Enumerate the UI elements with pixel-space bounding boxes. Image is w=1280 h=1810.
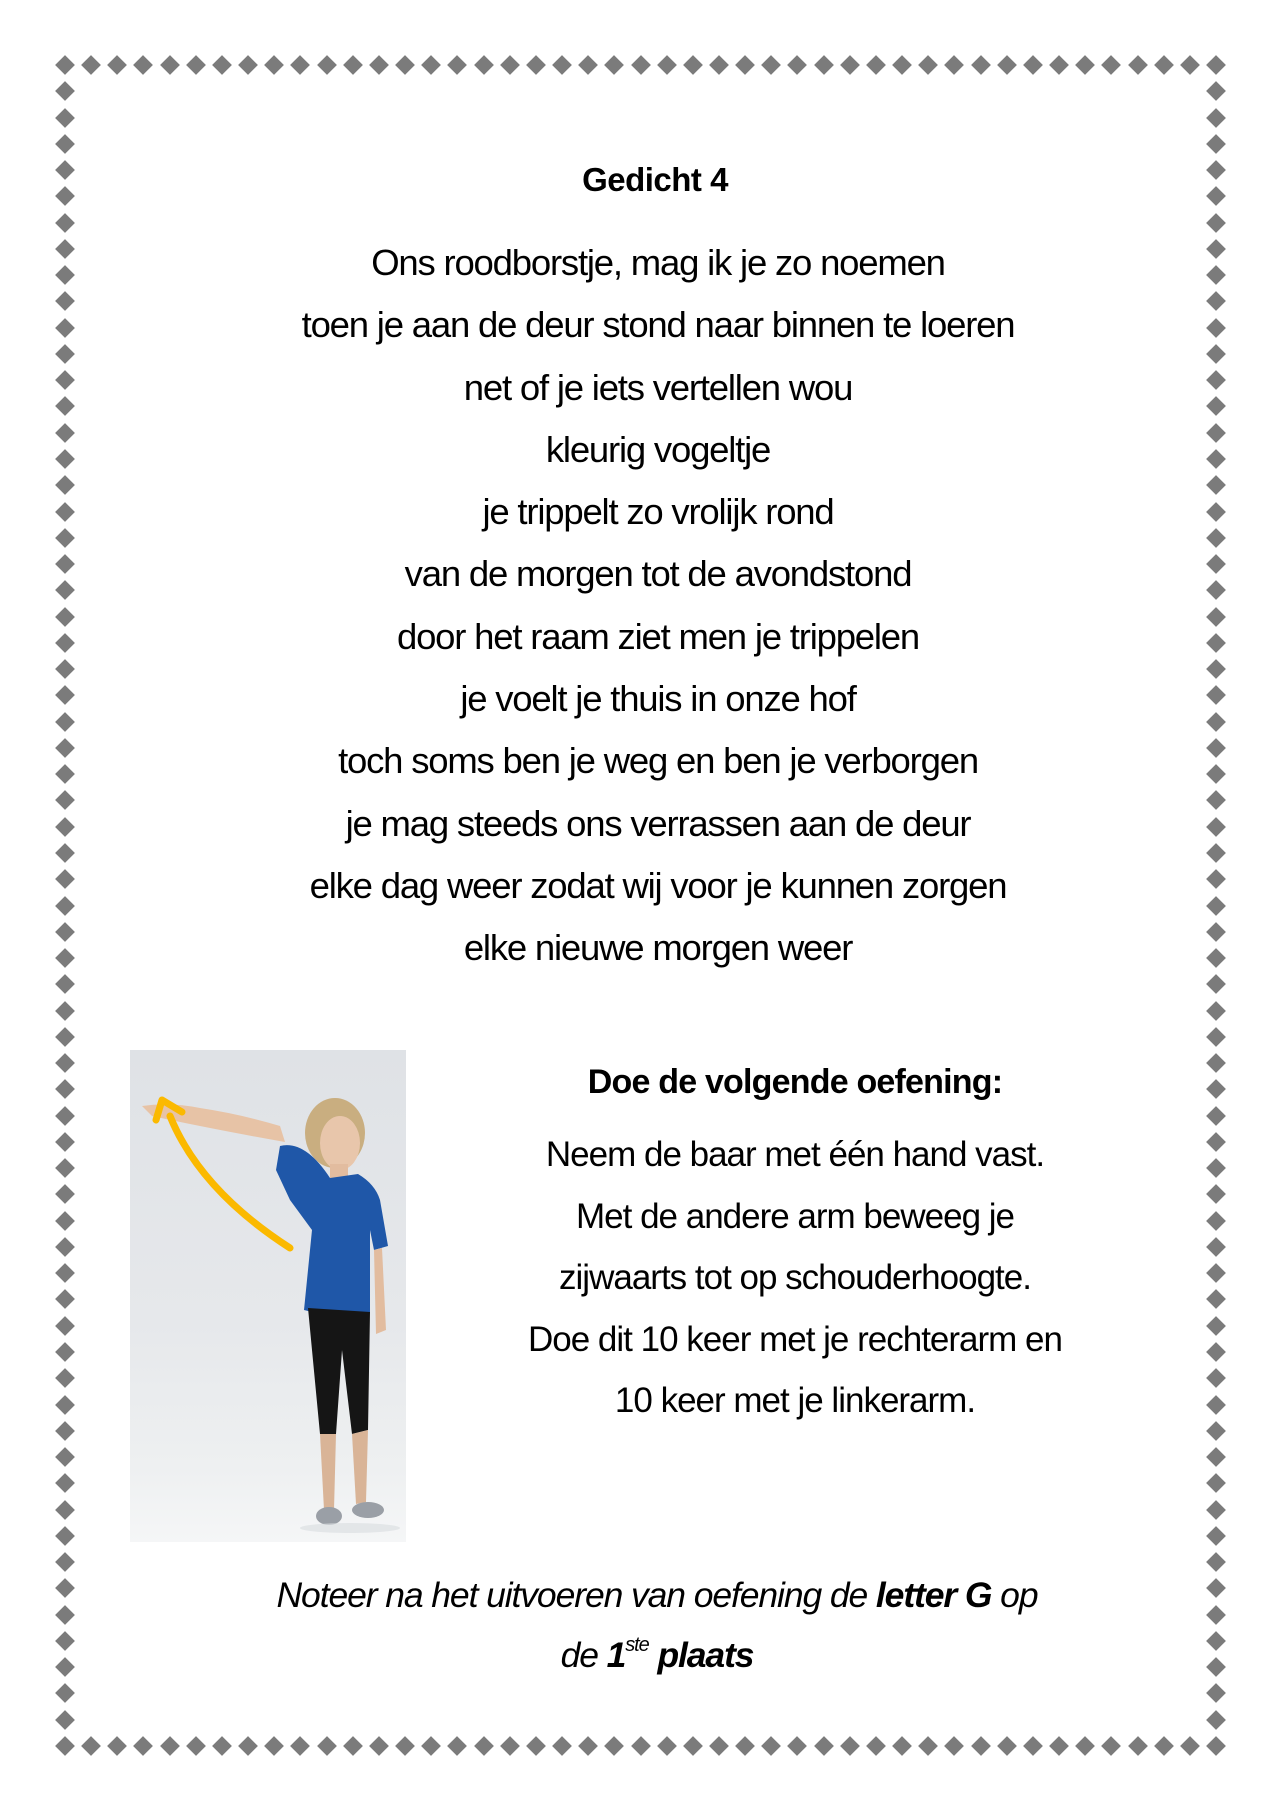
border-diamond — [735, 1736, 755, 1756]
border-diamond — [55, 1158, 75, 1178]
border-diamond — [55, 738, 75, 758]
border-diamond — [500, 55, 520, 75]
border-diamond — [55, 843, 75, 863]
border-diamond — [55, 1395, 75, 1415]
border-diamond — [683, 1736, 703, 1756]
ordinal-suffix: ste — [625, 1634, 649, 1656]
border-diamond — [55, 1027, 75, 1047]
border-diamond — [1206, 1132, 1226, 1152]
border-diamond — [1206, 1631, 1226, 1651]
border-diamond — [1206, 633, 1226, 653]
border-diamond — [526, 1736, 546, 1756]
border-diamond — [55, 55, 75, 75]
border-diamond — [1206, 1447, 1226, 1467]
border-diamond — [186, 1736, 206, 1756]
poem-body — [180, 232, 1136, 980]
border-diamond — [1206, 528, 1226, 548]
border-diamond — [1023, 55, 1043, 75]
border-diamond — [55, 108, 75, 128]
border-diamond — [55, 791, 75, 811]
border-diamond — [840, 1736, 860, 1756]
poem-line: kleurig vogeltje — [545, 428, 771, 470]
border-diamond — [421, 1736, 441, 1756]
border-diamond — [81, 1736, 101, 1756]
border-diamond — [186, 55, 206, 75]
border-diamond — [395, 1736, 415, 1756]
border-diamond — [369, 55, 389, 75]
border-diamond — [264, 1736, 284, 1756]
border-diamond — [55, 1684, 75, 1704]
border-diamond — [918, 1736, 938, 1756]
border-diamond — [814, 1736, 834, 1756]
border-diamond — [1206, 922, 1226, 942]
border-diamond — [55, 764, 75, 784]
border-diamond — [631, 1736, 651, 1756]
exercise-line: Doe dit 10 keer met je rechterarm en — [528, 1319, 1062, 1359]
border-diamond — [526, 55, 546, 75]
poem-line: net of je iets vertellen wou — [463, 366, 853, 408]
border-diamond — [1206, 1684, 1226, 1704]
border-diamond — [604, 1736, 624, 1756]
border-diamond — [814, 55, 834, 75]
border-diamond — [55, 1290, 75, 1310]
border-diamond — [1206, 1500, 1226, 1520]
border-diamond — [1206, 318, 1226, 338]
border-diamond — [134, 55, 154, 75]
border-diamond — [55, 817, 75, 837]
border-diamond — [107, 1736, 127, 1756]
border-diamond — [55, 685, 75, 705]
border-diamond — [945, 55, 965, 75]
shoe-left — [316, 1507, 342, 1525]
border-diamond — [761, 55, 781, 75]
border-diamond — [1206, 1027, 1226, 1047]
exercise-line: Met de andere arm beweeg je — [576, 1196, 1014, 1236]
exercise-line: 10 keer met je linkerarm. — [614, 1381, 976, 1420]
border-diamond — [55, 1500, 75, 1520]
border-diamond — [160, 1736, 180, 1756]
border-diamond — [578, 55, 598, 75]
border-diamond — [55, 1631, 75, 1651]
border-diamond — [55, 370, 75, 390]
border-diamond — [474, 1736, 494, 1756]
footer-text: op — [991, 1575, 1038, 1615]
border-diamond — [971, 1736, 991, 1756]
exercise-instructions — [425, 1058, 1165, 1432]
border-diamond — [55, 922, 75, 942]
border-diamond — [1206, 475, 1226, 495]
border-diamond — [1049, 1736, 1069, 1756]
border-diamond — [291, 1736, 311, 1756]
border-diamond — [1206, 1290, 1226, 1310]
poem-line: je mag steeds ons verrassen aan de deur — [345, 802, 971, 844]
border-diamond — [55, 607, 75, 627]
border-diamond — [55, 1368, 75, 1388]
border-diamond — [1128, 1736, 1148, 1756]
footer-instruction — [130, 1565, 1184, 1685]
border-diamond — [1206, 449, 1226, 469]
poem-line: door het raam ziet men je trippelen — [396, 615, 920, 657]
border-diamond — [55, 554, 75, 574]
border-diamond — [1206, 948, 1226, 968]
border-diamond — [1206, 397, 1226, 417]
border-diamond — [55, 1132, 75, 1152]
border-diamond — [631, 55, 651, 75]
border-diamond — [1206, 659, 1226, 679]
border-diamond — [55, 1263, 75, 1283]
border-diamond — [657, 55, 677, 75]
border-diamond — [55, 291, 75, 311]
border-diamond — [709, 55, 729, 75]
shoe-right — [352, 1502, 384, 1518]
footer-text: de — [560, 1635, 607, 1675]
poem-line: van de morgen tot de avondstond — [404, 553, 912, 595]
border-diamond — [55, 1710, 75, 1730]
border-diamond — [369, 1736, 389, 1756]
border-diamond — [866, 55, 886, 75]
border-diamond — [55, 1185, 75, 1205]
border-diamond — [55, 1736, 75, 1756]
border-diamond — [1206, 1710, 1226, 1730]
border-diamond — [840, 55, 860, 75]
border-diamond — [866, 1736, 886, 1756]
poem-line: toch soms ben je weg en ben je verborgen — [338, 740, 978, 782]
border-diamond — [552, 1736, 572, 1756]
border-diamond — [55, 1473, 75, 1493]
poem-title: Gedicht 4 — [582, 161, 728, 198]
border-diamond — [81, 55, 101, 75]
border-diamond — [1206, 738, 1226, 758]
position-number: 1 — [606, 1635, 626, 1675]
border-diamond — [1206, 265, 1226, 285]
border-diamond — [55, 502, 75, 522]
border-diamond — [55, 659, 75, 679]
border-diamond — [107, 55, 127, 75]
exercise-line: zijwaarts tot op schouderhoogte. — [559, 1258, 1031, 1297]
border-diamond — [1206, 580, 1226, 600]
border-diamond — [1206, 1342, 1226, 1362]
poem-line: Ons roodborstje, mag ik je zo noemen — [371, 242, 945, 283]
exercise-heading: Doe de volgende oefening: — [587, 1063, 1003, 1101]
border-diamond — [55, 1447, 75, 1467]
border-diamond — [1206, 344, 1226, 364]
border-diamond — [55, 318, 75, 338]
border-diamond — [1180, 55, 1200, 75]
border-diamond — [1075, 55, 1095, 75]
border-diamond — [134, 1736, 154, 1756]
border-diamond — [55, 1605, 75, 1625]
border-diamond — [55, 580, 75, 600]
border-diamond — [1206, 1263, 1226, 1283]
poem-line: je voelt je thuis in onze hof — [460, 678, 856, 720]
border-diamond — [735, 55, 755, 75]
border-diamond — [317, 1736, 337, 1756]
border-diamond — [1206, 1053, 1226, 1073]
border-diamond — [55, 475, 75, 495]
footer-line-1 — [130, 1565, 1184, 1625]
border-diamond — [1206, 1526, 1226, 1546]
border-diamond — [1206, 712, 1226, 732]
border-diamond — [997, 55, 1017, 75]
border-diamond — [552, 55, 572, 75]
border-diamond — [1206, 896, 1226, 916]
border-diamond — [945, 1736, 965, 1756]
border-diamond — [55, 449, 75, 469]
border-diamond — [1206, 1605, 1226, 1625]
border-diamond — [1206, 974, 1226, 994]
border-diamond — [55, 1657, 75, 1677]
border-diamond — [55, 1079, 75, 1099]
poem-line: elke nieuwe morgen weer — [463, 927, 853, 969]
border-diamond — [1206, 1395, 1226, 1415]
border-diamond — [1206, 685, 1226, 705]
border-diamond — [55, 1526, 75, 1546]
border-diamond — [1206, 1473, 1226, 1493]
border-diamond — [343, 1736, 363, 1756]
border-diamond — [1206, 1211, 1226, 1231]
border-diamond — [55, 974, 75, 994]
border-diamond — [1206, 1158, 1226, 1178]
border-diamond — [918, 55, 938, 75]
border-diamond — [788, 55, 808, 75]
border-diamond — [578, 1736, 598, 1756]
border-diamond — [1206, 1552, 1226, 1572]
poem-line: je trippelt zo vrolijk rond — [482, 491, 834, 533]
border-diamond — [761, 1736, 781, 1756]
border-diamond — [343, 55, 363, 75]
border-diamond — [1206, 134, 1226, 154]
border-diamond — [1206, 423, 1226, 443]
border-diamond — [55, 1053, 75, 1073]
border-diamond — [1101, 1736, 1121, 1756]
border-diamond — [892, 1736, 912, 1756]
arm-illustration — [142, 1104, 285, 1142]
exercise-photo — [130, 1050, 406, 1542]
border-diamond — [55, 1579, 75, 1599]
border-diamond — [55, 948, 75, 968]
border-diamond — [1049, 55, 1069, 75]
border-diamond — [55, 1001, 75, 1021]
border-diamond — [55, 81, 75, 101]
border-diamond — [238, 1736, 258, 1756]
border-diamond — [1206, 1579, 1226, 1599]
border-diamond — [1206, 291, 1226, 311]
border-diamond — [1206, 108, 1226, 128]
border-diamond — [160, 55, 180, 75]
answer-letter: letter G — [875, 1575, 992, 1615]
border-diamond — [55, 1342, 75, 1362]
border-diamond — [1180, 1736, 1200, 1756]
border-diamond — [1206, 1001, 1226, 1021]
border-diamond — [55, 134, 75, 154]
border-diamond — [1206, 1079, 1226, 1099]
border-diamond — [55, 239, 75, 259]
border-diamond — [212, 55, 232, 75]
border-diamond — [997, 1736, 1017, 1756]
border-diamond — [1206, 817, 1226, 837]
border-diamond — [657, 1736, 677, 1756]
border-diamond — [1206, 1185, 1226, 1205]
border-diamond — [55, 265, 75, 285]
border-diamond — [1206, 1421, 1226, 1441]
border-diamond — [55, 1421, 75, 1441]
border-diamond — [55, 1106, 75, 1126]
border-diamond — [55, 633, 75, 653]
border-diamond — [447, 1736, 467, 1756]
border-diamond — [55, 712, 75, 732]
border-diamond — [1128, 55, 1148, 75]
border-diamond — [1206, 502, 1226, 522]
border-diamond — [317, 55, 337, 75]
border-diamond — [474, 55, 494, 75]
border-diamond — [1206, 1657, 1226, 1677]
border-diamond — [238, 55, 258, 75]
footer-line-2 — [130, 1625, 1184, 1685]
border-diamond — [421, 55, 441, 75]
border-diamond — [1206, 370, 1226, 390]
border-diamond — [55, 1316, 75, 1336]
border-diamond — [1023, 1736, 1043, 1756]
border-diamond — [1206, 213, 1226, 233]
border-diamond — [55, 869, 75, 889]
border-diamond — [604, 55, 624, 75]
border-diamond — [1101, 55, 1121, 75]
border-diamond — [55, 397, 75, 417]
border-diamond — [1206, 843, 1226, 863]
border-diamond — [1154, 1736, 1174, 1756]
border-diamond — [55, 1552, 75, 1572]
border-diamond — [55, 1237, 75, 1257]
border-diamond — [500, 1736, 520, 1756]
border-diamond — [1206, 1237, 1226, 1257]
border-diamond — [1206, 1368, 1226, 1388]
border-diamond — [1206, 239, 1226, 259]
leggings-illustration — [308, 1308, 370, 1434]
border-diamond — [55, 344, 75, 364]
border-diamond — [55, 896, 75, 916]
border-diamond — [212, 1736, 232, 1756]
border-diamond — [291, 55, 311, 75]
border-diamond — [1154, 55, 1174, 75]
border-diamond — [709, 1736, 729, 1756]
border-diamond — [55, 1211, 75, 1231]
border-diamond — [55, 423, 75, 443]
border-diamond — [264, 55, 284, 75]
border-diamond — [788, 1736, 808, 1756]
border-diamond — [1206, 81, 1226, 101]
border-diamond — [1206, 607, 1226, 627]
poem-line: toen je aan de deur stond naar binnen te loeren — [301, 304, 1015, 346]
border-diamond — [447, 55, 467, 75]
border-diamond — [1206, 1316, 1226, 1336]
border-diamond — [55, 213, 75, 233]
poem-line: elke dag weer zodat wij voor je kunnen zorgen — [309, 864, 1007, 906]
border-diamond — [1075, 1736, 1095, 1756]
border-diamond — [892, 55, 912, 75]
face-illustration — [320, 1116, 360, 1170]
exercise-line: Neem de baar met één hand vast. — [545, 1135, 1045, 1174]
position-word: plaats — [657, 1635, 754, 1675]
border-diamond — [1206, 1736, 1226, 1756]
border-diamond — [683, 55, 703, 75]
border-diamond — [971, 55, 991, 75]
border-diamond — [55, 528, 75, 548]
border-diamond — [1206, 554, 1226, 574]
border-diamond — [1206, 1106, 1226, 1126]
border-diamond — [1206, 55, 1226, 75]
border-diamond — [1206, 791, 1226, 811]
border-diamond — [1206, 869, 1226, 889]
border-diamond — [395, 55, 415, 75]
footer-text: Noteer na het uitvoeren van oefening de — [276, 1575, 876, 1615]
border-diamond — [1206, 764, 1226, 784]
